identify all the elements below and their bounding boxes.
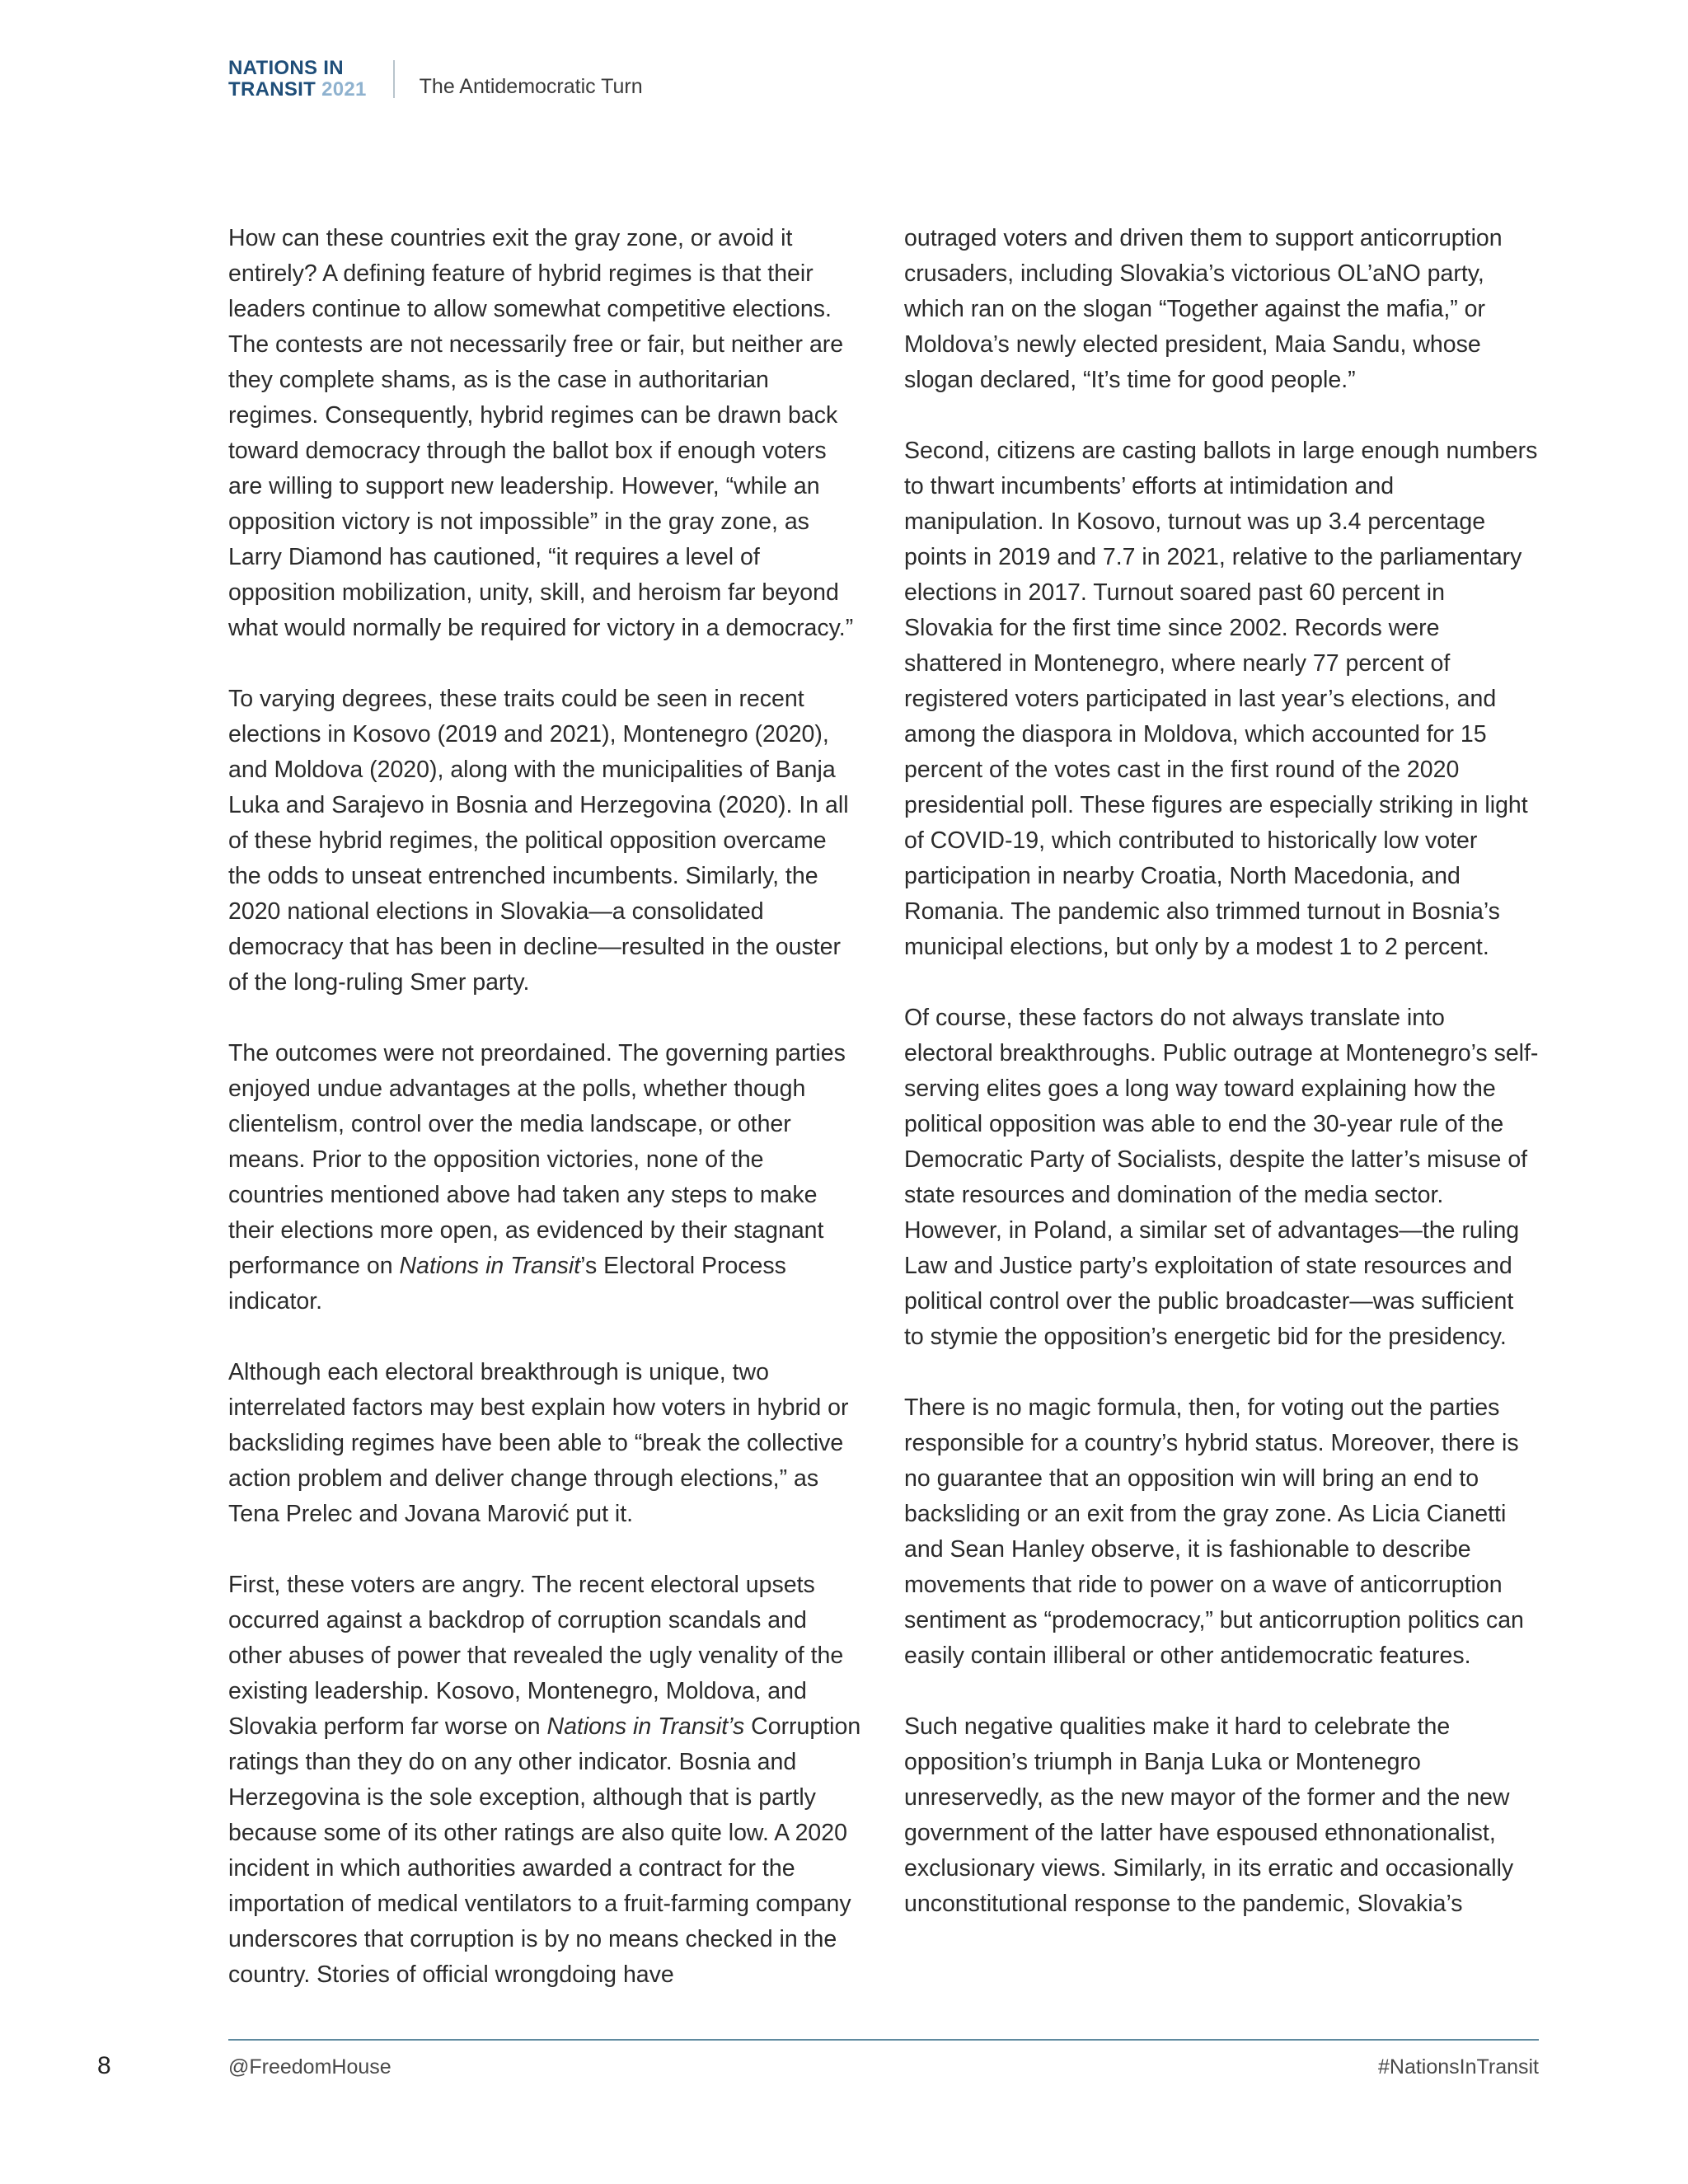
publication-logo xyxy=(228,58,367,101)
publication-name: Nations in Transit’s xyxy=(546,1713,745,1740)
text-run: The outcomes were not preordained. The governing parties enjoyed undue advantages at the polls, whether though clientelism, control over the media landscape, or other means. Prior to the opposition victories, none of the countries mentioned above had taken any steps to make their elections more open, as evidenced by their stagnant performance on xyxy=(228,1040,846,1279)
page-header xyxy=(228,58,643,101)
paragraph xyxy=(228,1036,863,1319)
body-columns xyxy=(228,221,1539,1993)
text-run: Corruption ratings than they do on any other indicator. Bosnia and Herzegovina is the sole exception, although that is partly because some of its other ratings are also quite low. A 2020 incident in which authorities awarded a contract for the importation of medical ventilators to a fruit-farming company underscores that corruption is by no means checked in the country. Stories of official wrongdoing have xyxy=(228,1713,861,1988)
paragraph: To varying degrees, these traits could be seen in recent elections in Kosovo (2019 and 2021), Montenegro (2020), and Moldova (2020), along with the municipalities of Banja Luka and Sarajevo in Bosnia and Herzegovina (2020). In all of these hybrid regimes, the political opposition overcame the odds to unseat entrenched incumbents. Similarly, the 2020 national elections in Slovakia—a consolidated democracy that has been in decline—resulted in the ouster of the long-ruling Smer party. xyxy=(228,686,849,996)
footer-twitter-handle: @FreedomHouse xyxy=(228,2055,392,2079)
paragraph: Although each electoral breakthrough is unique, two interrelated factors may best explain how voters in hybrid or backsliding regimes have been able to “break the collective action problem and deliver change through elections,” as Tena Prelec and Jovana Marović put it. xyxy=(228,1359,849,1527)
publication-name: Nations in Transit xyxy=(399,1253,581,1279)
paragraph: Second, citizens are casting ballots in large enough numbers to thwart incumbents’ efforts at intimidation and manipulation. In Kosovo, turnout was up 3.4 percentage points in 2019 and 7.7 in 2021, relative to the parliamentary elections in 2017. Turnout soared past 60 percent in Slovakia for the first time since 2002. Records were shattered in Montenegro, where nearly 77 percent of registered voters participated in last year’s elections, and among the diaspora in Moldova, which accounted for 15 percent of the votes cast in the first round of the 2020 presidential poll. These figures are especially striking in light of COVID-19, which contributed to historically low voter participation in nearby Croatia, North Macedonia, and Romania. The pandemic also trimmed turnout in Bosnia’s municipal elections, but only by a modest 1 to 2 percent. xyxy=(904,438,1538,960)
right-column xyxy=(904,221,1539,1993)
paragraph xyxy=(228,1568,863,1993)
paragraph: outraged voters and driven them to support anticorruption crusaders, including Slovakia’s victorious OL’aNO party, which ran on the slogan “Together against the mafia,” or Moldova’s newly elected president, Maia Sandu, whose slogan declared, “It’s time for good people.” xyxy=(904,225,1503,393)
paragraph: How can these countries exit the gray zone, or avoid it entirely? A defining feature of hybrid regimes is that their leaders continue to allow somewhat competitive elections. The contests are not necessarily free or fair, but neither are they complete shams, as is the case in authoritarian regimes. Consequently, hybrid regimes can be drawn back toward democracy through the ballot box if enough voters are willing to support new leadership. However, “while an opposition victory is not impossible” in the gray zone, as Larry Diamond has cautioned, “it requires a level of opposition mobilization, unity, skill, and heroism far beyond what would normally be required for victory in a democracy.” xyxy=(228,225,854,641)
logo-transit: TRANSIT xyxy=(228,78,316,101)
paragraph: There is no magic formula, then, for voting out the parties responsible for a country’s hybrid status. Moreover, there is no guarantee that an opposition win will bring an end to backsliding or an exit from the gray zone. As Licia Cianetti and Sean Hanley observe, it is fashionable to describe movements that ride to power on a wave of anticorruption sentiment as “prodemocracy,” but anticorruption politics can easily contain illiberal or other antidemocratic features. xyxy=(904,1394,1524,1669)
text-run: ’s Electoral Process indicator. xyxy=(228,1253,786,1315)
paragraph: Such negative qualities make it hard to celebrate the opposition’s triumph in Banja Luka or Montenegro unreservedly, as the new mayor of the former and the new government of the latter have espoused ethnonationalist, exclusionary views. Similarly, in its erratic and occasionally unconstitutional response to the pandemic, Slovakia’s xyxy=(904,1713,1514,1917)
paragraph: Of course, these factors do not always translate into electoral breakthroughs. Public outrage at Montenegro’s self-serving elites goes a long way toward explaining how the political opposition was able to end the 30-year rule of the Democratic Party of Socialists, despite the latter’s misuse of state resources and domination of the media sector. However, in Poland, a similar set of advantages—the ruling Law and Justice party’s exploitation of state resources and political control over the public broadcaster—was sufficient to stymie the opposition’s energetic bid for the presidency. xyxy=(904,1005,1539,1350)
logo-line-1: NATIONS IN xyxy=(228,57,344,79)
header-divider xyxy=(393,60,395,98)
text-run: First, these voters are angry. The recent electoral upsets occurred against a backdrop of corruption scandals and other abuses of power that revealed the ugly venality of the existing leadership. Kosovo, Montenegro, Moldova, and Slovakia perform far worse on xyxy=(228,1572,844,1740)
report-section-title: The Antidemocratic Turn xyxy=(419,74,643,98)
page-number: 8 xyxy=(97,2052,111,2079)
footer-divider xyxy=(228,2039,1539,2041)
logo-year: 2021 xyxy=(321,78,367,101)
logo-line-2 xyxy=(228,79,367,101)
left-column xyxy=(228,221,863,1993)
footer-hashtag: #NationsInTransit xyxy=(1378,2055,1539,2079)
